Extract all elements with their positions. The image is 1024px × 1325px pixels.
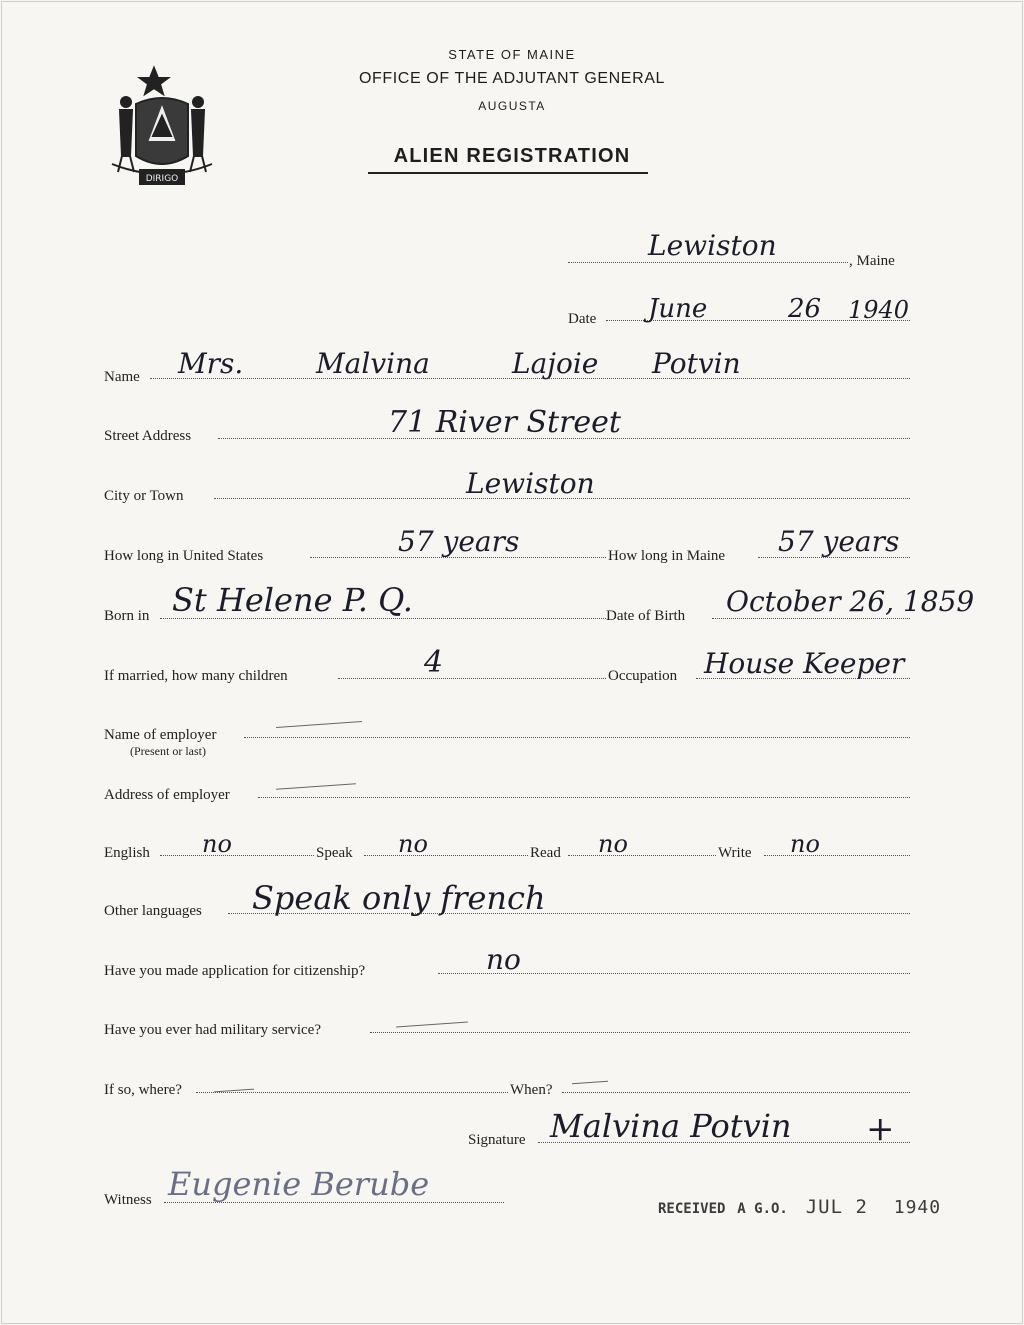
place-value[interactable]: Lewiston (648, 229, 777, 262)
write-label: Write (718, 845, 752, 861)
when-line[interactable] (562, 1092, 910, 1093)
employer-name-dash (276, 721, 362, 728)
born-in-label: Born in (104, 608, 150, 624)
street-label: Street Address (104, 428, 192, 444)
citizenship-label: Have you made application for citizenship? (104, 963, 366, 979)
stamp-received: RECEIVED (658, 1201, 726, 1217)
military-line[interactable] (370, 1032, 910, 1033)
street-value[interactable]: 71 River Street (388, 405, 621, 440)
employer-address-dash (276, 783, 356, 790)
maine-label: , Maine (849, 253, 895, 269)
children-label: If married, how many children (104, 668, 288, 684)
how-long-maine-label: How long in Maine (608, 548, 726, 564)
date-of-birth-value[interactable]: October 26, 1859 (726, 585, 975, 618)
children-value[interactable]: 4 (424, 645, 444, 680)
other-languages-label: Other languages (104, 903, 202, 919)
form-title: ALIEN REGISTRATION (393, 145, 631, 167)
office-heading: OFFICE OF THE ADJUTANT GENERAL (358, 70, 666, 87)
how-long-us-label: How long in United States (104, 548, 264, 564)
where-label: If so, where? (104, 1082, 182, 1098)
read-label: Read (530, 845, 561, 861)
write-value[interactable]: no (790, 830, 820, 858)
signature-mark: + (866, 1109, 895, 1149)
occupation-label: Occupation (608, 668, 678, 684)
citizenship-value[interactable]: no (486, 943, 521, 976)
when-label: When? (510, 1082, 553, 1098)
seal-motto: DIRIGO (145, 174, 179, 184)
english-line (160, 855, 314, 856)
received-stamp (658, 1196, 941, 1218)
city-town-value[interactable]: Lewiston (466, 467, 595, 500)
military-label: Have you ever had military service? (104, 1022, 321, 1038)
other-languages-value[interactable]: Speak only french (252, 879, 546, 917)
date-month-value[interactable]: June (648, 294, 708, 324)
date-of-birth-line (712, 618, 910, 619)
date-label: Date (568, 311, 597, 327)
employer-address-line[interactable] (258, 797, 910, 798)
military-dash (396, 1021, 468, 1027)
city-town-label: City or Town (104, 488, 184, 504)
english-label: English (104, 845, 150, 861)
read-value[interactable]: no (598, 830, 628, 858)
employer-name-line[interactable] (244, 737, 910, 738)
stamp-year: 1940 (893, 1197, 942, 1218)
speak-value[interactable]: no (398, 830, 428, 858)
where-line[interactable] (196, 1092, 508, 1093)
employer-name-label: Name of employer (104, 727, 217, 743)
stamp-office: A G.O. (737, 1201, 788, 1217)
date-day-value[interactable]: 26 (788, 294, 822, 324)
name-middle-value[interactable]: Lajoie (512, 347, 599, 380)
name-title-value[interactable]: Mrs. (178, 347, 244, 380)
date-of-birth-label: Date of Birth (606, 608, 686, 624)
speak-label: Speak (316, 845, 353, 861)
name-last-value[interactable]: Potvin (652, 347, 741, 380)
read-line (568, 855, 716, 856)
speak-line (364, 855, 528, 856)
stamp-date: JUL 2 (805, 1196, 868, 1218)
how-long-maine-value[interactable]: 57 years (778, 525, 900, 558)
employer-name-sublabel: (Present or last) (130, 744, 206, 758)
occupation-value[interactable]: House Keeper (704, 647, 905, 680)
date-year-value[interactable]: 1940 (848, 296, 910, 324)
born-in-value[interactable]: St Helene P. Q. (172, 581, 413, 619)
place-line (568, 262, 848, 263)
signature-value[interactable]: Malvina Potvin (550, 1107, 792, 1145)
city-heading: AUGUSTA (478, 99, 546, 113)
state-heading: STATE OF MAINE (448, 47, 576, 62)
name-label: Name (104, 369, 140, 385)
title-underline (368, 172, 648, 174)
name-first-value[interactable]: Malvina (316, 347, 430, 380)
children-line (338, 678, 606, 679)
write-line (764, 855, 910, 856)
witness-label: Witness (104, 1192, 152, 1208)
witness-value[interactable]: Eugenie Berube (168, 1165, 430, 1203)
employer-address-label: Address of employer (104, 787, 230, 803)
signature-label: Signature (468, 1132, 526, 1148)
how-long-us-value[interactable]: 57 years (398, 525, 520, 558)
english-value[interactable]: no (202, 830, 232, 858)
when-dash (572, 1081, 608, 1085)
